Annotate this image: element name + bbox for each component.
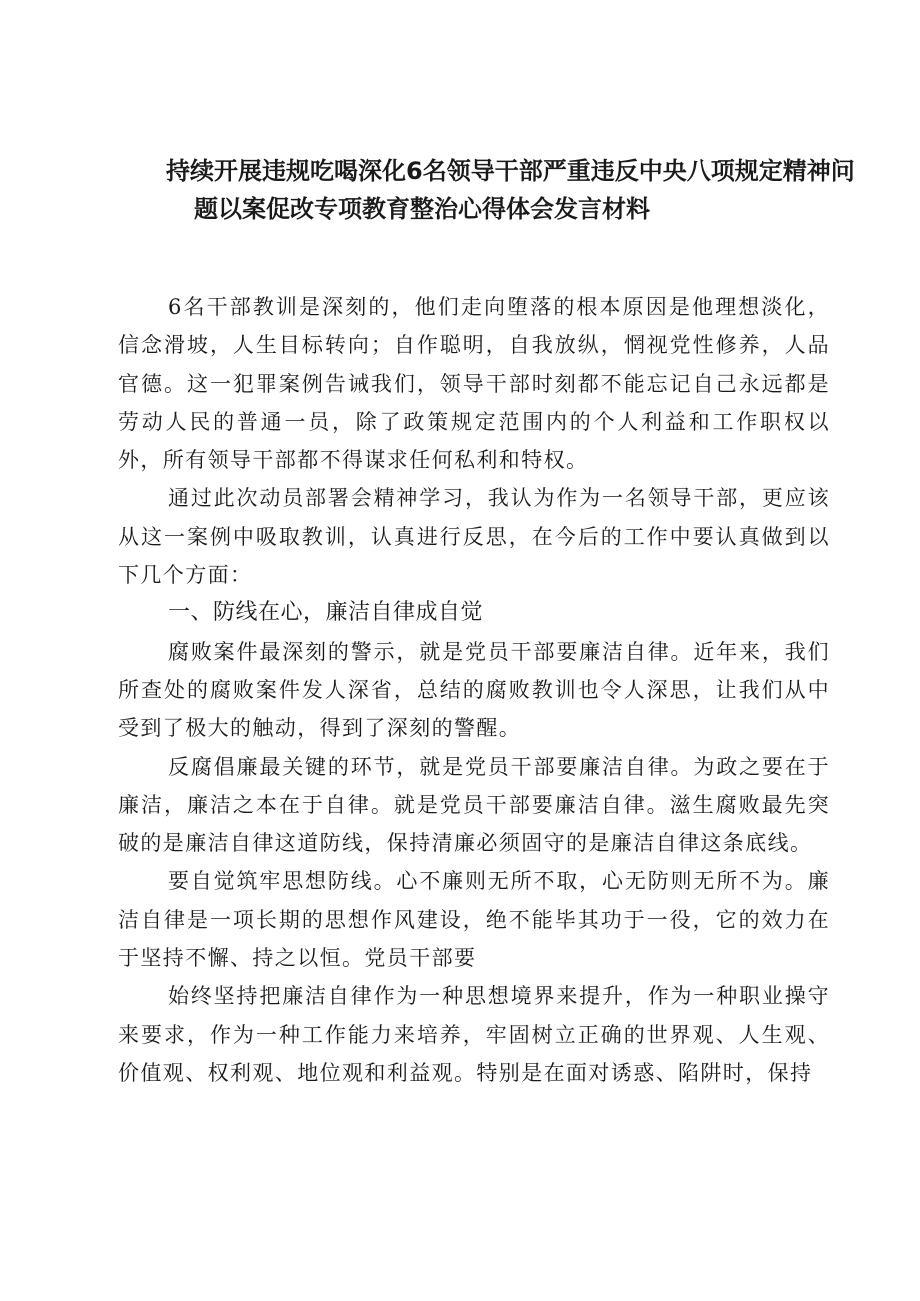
document-title xyxy=(118,152,855,228)
document-title-line-2: 题以案促改专项教育整治心得体会发言材料 xyxy=(194,195,650,223)
document-title-line-1: 持续开展违规吃喝深化6名领导干部严重违反中央八项规定精神问 xyxy=(166,157,855,185)
body-paragraph: 反腐倡廉最关键的环节，就是党员干部要廉洁自律。为政之要在于廉洁，廉洁之本在于自律。就是党员干部要廉洁自律。滋生腐败最先突破的是廉洁自律这道防线，保持清廉必须固守的是廉洁自律这条底线。 xyxy=(118,754,830,856)
body-paragraph: 6名干部教训是深刻的，他们走向堕落的根本原因是他理想淡化，信念滑坡，人生目标转向；自作聪明，自我放纵，惘视党性修养，人品官德。这一犯罪案例告诫我们，领导干部时刻都不能忘记自己永远都是劳动人民的普通一员，除了政策规定范围内的个人利益和工作职权以外，所有领导干部都不得谋求任何私利和特权。 xyxy=(118,295,830,473)
body-paragraph: 要自觉筑牢思想防线。心不廉则无所不取，心无防则无所不为。廉洁自律是一项长期的思想作风建设，绝不能毕其功于一役，它的效力在于坚持不懈、持之以恒。党员干部要 xyxy=(118,869,830,971)
document-body xyxy=(118,288,830,1092)
section-heading: 一、防线在心，廉洁自律成自觉 xyxy=(168,600,484,626)
body-paragraph: 腐败案件最深刻的警示，就是党员干部要廉洁自律。近年来，我们所查处的腐败案件发人深省，总结的腐败教训也令人深思，让我们从中受到了极大的触动，得到了深刻的警醒。 xyxy=(118,639,830,741)
body-paragraph: 始终坚持把廉洁自律作为一种思想境界来提升，作为一种职业操守来要求，作为一种工作能力来培养，牢固树立正确的世界观、人生观、价值观、权利观、地位观和利益观。特别是在面对诱惑、陷阱时，保持 xyxy=(118,984,830,1085)
body-paragraph: 通过此次动员部署会精神学习，我认为作为一名领导干部，更应该从这一案例中吸取教训，认真进行反思，在今后的工作中要认真做到以下几个方面： xyxy=(118,486,830,588)
